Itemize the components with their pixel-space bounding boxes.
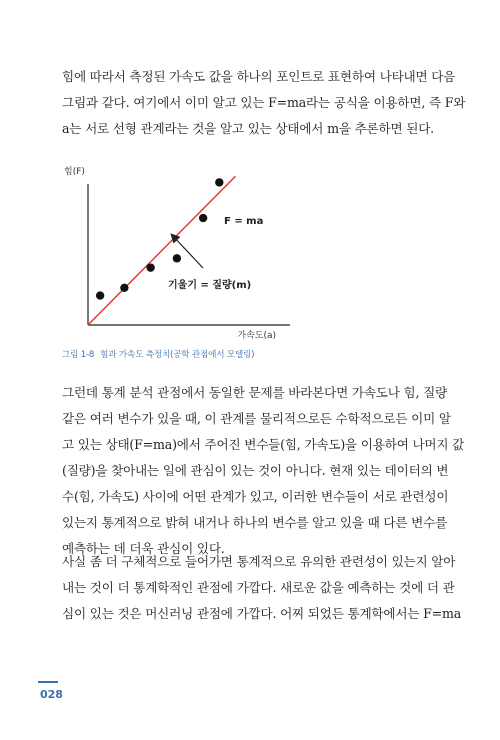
body-paragraph-3 bbox=[62, 549, 462, 627]
text-line: 심이 있는 것은 머신러닝 관점에 가깝다. 어찌 되었든 통계학에서는 F=ma bbox=[62, 606, 462, 621]
force-acceleration-figure bbox=[0, 160, 500, 340]
text-line: 그런데 통계 분석 관점에서 동일한 문제를 바라본다면 가속도나 힘, 질량 bbox=[62, 385, 448, 400]
regression-line bbox=[88, 176, 235, 325]
data-point bbox=[96, 291, 104, 299]
data-point bbox=[199, 214, 207, 222]
data-point bbox=[215, 178, 223, 186]
figure-number: 그림 1-8 bbox=[62, 350, 95, 360]
text-line: 내는 것이 더 통계학적인 관점에 가깝다. 새로운 값을 예측하는 것에 더 관 bbox=[62, 580, 455, 595]
slope-arrow bbox=[172, 235, 203, 268]
body-paragraph-2 bbox=[62, 380, 465, 562]
slope-annotation: 기울기 = 질량(m) bbox=[168, 280, 252, 291]
caption-text: 힘과 가속도 측정치(공학 관점에서 모델링) bbox=[100, 350, 255, 360]
intro-paragraph bbox=[62, 64, 466, 142]
text-line: 힘에 따라서 측정된 가속도 값을 하나의 포인트로 표현하여 나타내면 다음 bbox=[62, 69, 456, 84]
text-line: (질량)을 찾아내는 일에 관심이 있는 것이 아니다. 현재 있는 데이터의 변 bbox=[62, 463, 449, 478]
formula-label bbox=[224, 216, 263, 227]
text-line: 사실 좀 더 구체적으로 들어가면 통계적으로 유의한 관련성이 있는지 알아 bbox=[62, 554, 456, 569]
text-line: 있는지 통계적으로 밝혀 내거나 하나의 변수를 알고 있을 때 다른 변수를 bbox=[62, 515, 448, 530]
text-line: 수(힘, 가속도) 사이에 어떤 관계가 있고, 이러한 변수들이 서로 관련성이 bbox=[62, 489, 449, 504]
text-line: 예측하는 데 더욱 관심이 있다. bbox=[62, 541, 225, 556]
formula-text: F = ma bbox=[224, 216, 264, 227]
y-axis-label: 힘(F) bbox=[64, 167, 85, 177]
text-line: 그림과 같다. 여기에서 이미 알고 있는 F=ma라는 공식을 이용하면, 즉 F와 bbox=[62, 95, 466, 110]
text-line: 고 있는 상태(F=ma)에서 주어진 변수들(힘, 가속도)을 이용하여 나머지 값 bbox=[62, 437, 465, 452]
x-axis-label: 가속도(a) bbox=[237, 331, 276, 340]
page-number-rule bbox=[38, 681, 58, 683]
figure-caption bbox=[62, 348, 254, 360]
text-line: 같은 여러 변수가 있을 때, 이 관계를 물리적으로든 수학적으로든 이미 알 bbox=[62, 411, 451, 426]
page-number: 028 bbox=[40, 688, 63, 701]
data-point bbox=[146, 263, 154, 271]
text-line: a는 서로 선형 관계라는 것을 알고 있는 상태에서 m을 추론하면 된다. bbox=[62, 121, 434, 136]
data-point bbox=[120, 284, 128, 292]
data-point bbox=[173, 254, 181, 262]
